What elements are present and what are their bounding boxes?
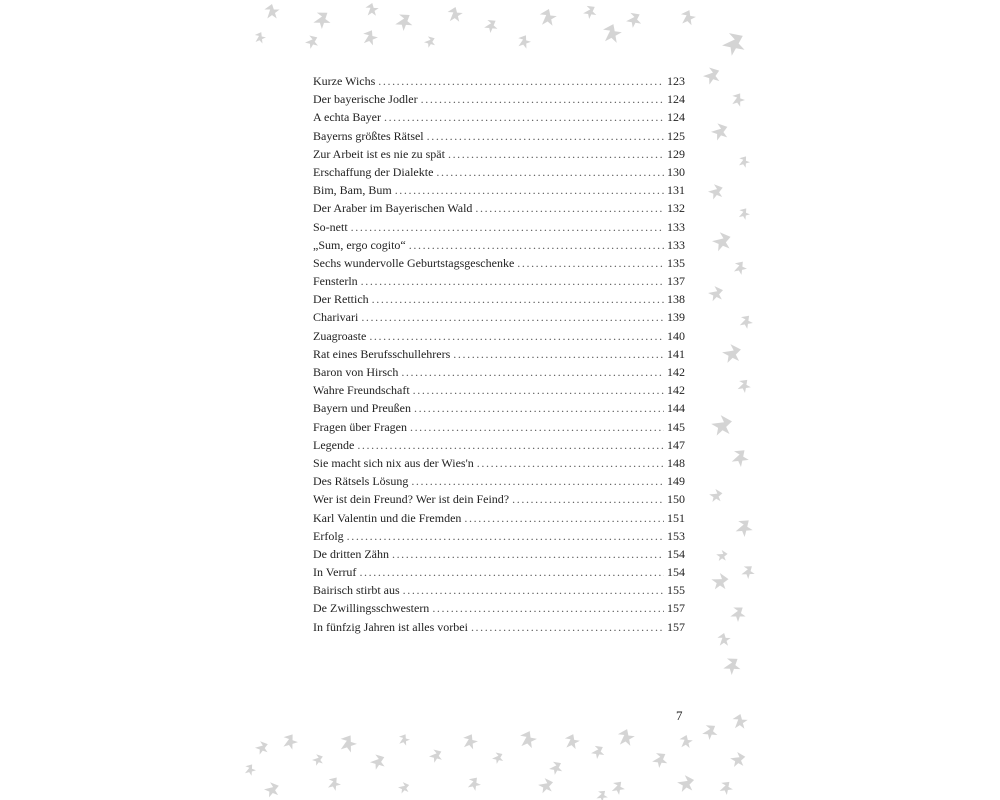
toc-dot-leader — [392, 545, 664, 563]
toc-entry — [313, 145, 685, 163]
table-of-contents — [313, 72, 685, 636]
toc-dot-leader — [512, 490, 664, 508]
toc-entry-title: „Sum, ergo cogito“ — [313, 237, 406, 252]
toc-entry — [313, 599, 685, 617]
toc-entry-title: De Zwillingsschwestern — [313, 601, 430, 616]
toc-entry — [313, 90, 685, 108]
toc-entry-page: 140 — [667, 328, 685, 343]
toc-dot-leader — [372, 290, 664, 308]
toc-entry — [313, 490, 685, 508]
toc-dot-leader — [436, 163, 664, 181]
toc-entry-title: Bayerns größtes Rätsel — [313, 128, 424, 143]
toc-dot-leader — [427, 127, 664, 145]
toc-dot-leader — [357, 436, 664, 454]
toc-entry-title: Des Rätsels Lösung — [313, 474, 409, 489]
toc-dot-leader — [409, 236, 664, 254]
toc-entry-page: 155 — [667, 583, 685, 598]
toc-dot-leader — [359, 563, 664, 581]
toc-entry-title: Der Rettich — [313, 292, 369, 307]
toc-entry-page: 125 — [667, 128, 685, 143]
toc-dot-leader — [453, 345, 664, 363]
toc-entry-page: 124 — [667, 110, 685, 125]
toc-entry — [313, 218, 685, 236]
toc-entry-title: Fensterln — [313, 274, 358, 289]
toc-entry-page: 137 — [667, 274, 685, 289]
toc-dot-leader — [464, 509, 664, 527]
toc-entry — [313, 472, 685, 490]
toc-entry-page: 153 — [667, 528, 685, 543]
toc-entry-title: In fünfzig Jahren ist alles vorbei — [313, 619, 468, 634]
toc-entry — [313, 545, 685, 563]
toc-dot-leader — [477, 454, 664, 472]
toc-entry — [313, 108, 685, 126]
toc-entry — [313, 272, 685, 290]
toc-entry-page: 133 — [667, 237, 685, 252]
toc-dot-leader — [361, 308, 664, 326]
toc-entry — [313, 236, 685, 254]
toc-dot-leader — [384, 108, 664, 126]
toc-dot-leader — [361, 272, 664, 290]
toc-entry-page: 135 — [667, 255, 685, 270]
toc-entry — [313, 327, 685, 345]
toc-entry-page: 142 — [667, 383, 685, 398]
toc-entry-title: Sechs wundervolle Geburtstagsgeschenke — [313, 255, 515, 270]
toc-entry-page: 141 — [667, 346, 685, 361]
toc-entry — [313, 618, 685, 636]
toc-entry — [313, 308, 685, 326]
toc-dot-leader — [448, 145, 664, 163]
toc-entry — [313, 254, 685, 272]
toc-entry-page: 132 — [667, 201, 685, 216]
toc-entry-title: Zur Arbeit ist es nie zu spät — [313, 146, 445, 161]
toc-entry-page: 123 — [667, 74, 685, 88]
toc-entry-page: 142 — [667, 365, 685, 379]
toc-entry-title: Wahre Freundschaft — [313, 383, 410, 398]
toc-entry-page: 138 — [667, 292, 685, 307]
toc-entry — [313, 527, 685, 545]
toc-entry-title: De dritten Zähn — [313, 546, 389, 561]
toc-dot-leader — [475, 199, 664, 217]
toc-entry-title: Legende — [313, 437, 355, 452]
toc-entry-title: Zuagroaste — [313, 328, 367, 343]
toc-entry-page: 139 — [667, 310, 685, 325]
toc-dot-leader — [411, 472, 664, 490]
toc-dot-leader — [403, 581, 664, 599]
toc-entry-page: 157 — [667, 619, 685, 634]
toc-entry-page: 124 — [667, 92, 685, 107]
toc-entry — [313, 581, 685, 599]
toc-entry-page: 133 — [667, 219, 685, 234]
toc-entry — [313, 436, 685, 454]
toc-entry-title: Kurze Wichs — [313, 74, 376, 88]
toc-entry — [313, 163, 685, 181]
toc-dot-leader — [421, 90, 664, 108]
toc-entry — [313, 290, 685, 308]
toc-entry-page: 151 — [667, 510, 685, 525]
toc-entry-title: Bim, Bam, Bum — [313, 183, 392, 198]
toc-entry — [313, 509, 685, 527]
toc-dot-leader — [471, 618, 664, 636]
toc-entry — [313, 563, 685, 581]
toc-dot-leader — [347, 527, 664, 545]
toc-entry-title: Wer ist dein Freund? Wer ist dein Feind? — [313, 492, 510, 507]
toc-entry-page: 131 — [667, 183, 685, 198]
toc-entry-page: 154 — [667, 546, 685, 561]
toc-dot-leader — [410, 418, 664, 436]
toc-dot-leader — [351, 218, 664, 236]
toc-entry-title: So-nett — [313, 219, 348, 234]
toc-entry-title: Karl Valentin und die Fremden — [313, 510, 462, 525]
toc-entry-title: Der bayerische Jodler — [313, 92, 418, 107]
toc-entry-page: 154 — [667, 565, 685, 580]
toc-entry-page: 148 — [667, 455, 685, 470]
toc-entry-page: 147 — [667, 437, 685, 452]
toc-dot-leader — [517, 254, 664, 272]
toc-dot-leader — [378, 72, 664, 90]
toc-entry-title: Bairisch stirbt aus — [313, 583, 400, 598]
toc-entry — [313, 363, 685, 381]
toc-entry-title: Fragen über Fragen — [313, 419, 407, 434]
toc-entry-page: 149 — [667, 474, 685, 489]
toc-dot-leader — [401, 363, 664, 381]
toc-entry — [313, 454, 685, 472]
toc-entry — [313, 418, 685, 436]
toc-entry-title: Rat eines Berufsschullehrers — [313, 346, 451, 361]
toc-entry-title: Baron von Hirsch — [313, 365, 399, 379]
toc-entry-title: Sie macht sich nix aus der Wies'n — [313, 455, 474, 470]
toc-entry — [313, 72, 685, 90]
toc-entry — [313, 345, 685, 363]
toc-entry-title: Erschaffung der Dialekte — [313, 164, 434, 179]
page-number: 7 — [676, 708, 683, 723]
toc-entry — [313, 181, 685, 199]
toc-entry-page: 157 — [667, 601, 685, 616]
toc-entry-page: 150 — [667, 492, 685, 507]
toc-entry-page: 145 — [667, 419, 685, 434]
toc-entry — [313, 199, 685, 217]
toc-dot-leader — [369, 327, 664, 345]
toc-dot-leader — [395, 181, 664, 199]
toc-entry-title: A echta Bayer — [313, 110, 381, 125]
toc-entry-title: Charivari — [313, 310, 359, 325]
toc-entry-title: Der Araber im Bayerischen Wald — [313, 201, 473, 216]
toc-entry-page: 129 — [667, 146, 685, 161]
toc-entry — [313, 127, 685, 145]
toc-dot-leader — [432, 599, 664, 617]
toc-entry-title: Erfolg — [313, 528, 344, 543]
toc-entry-title: In Verruf — [313, 565, 357, 580]
toc-entry-page: 130 — [667, 164, 685, 179]
toc-entry — [313, 381, 685, 399]
toc-dot-leader — [413, 381, 664, 399]
toc-entry-title: Bayern und Preußen — [313, 401, 411, 416]
toc-entry-page: 144 — [667, 401, 685, 416]
toc-entry — [313, 399, 685, 417]
toc-dot-leader — [414, 399, 664, 417]
